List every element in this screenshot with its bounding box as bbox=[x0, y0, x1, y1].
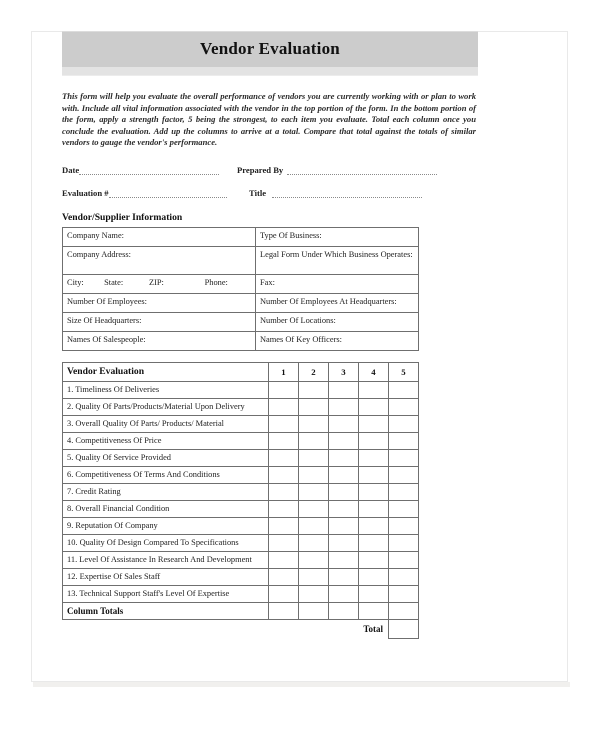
score-checkbox-2[interactable] bbox=[299, 466, 329, 483]
rating-column-header-3: 3 bbox=[329, 362, 359, 381]
table-row bbox=[63, 517, 419, 534]
score-checkbox-1[interactable] bbox=[269, 517, 299, 534]
cell-company-address[interactable]: Company Address: bbox=[63, 246, 256, 274]
title-field[interactable] bbox=[237, 188, 422, 198]
grand-total-input[interactable] bbox=[389, 619, 419, 638]
score-checkbox-4[interactable] bbox=[359, 517, 389, 534]
prepared-by-input-rule[interactable] bbox=[287, 166, 437, 175]
table-row bbox=[63, 449, 419, 466]
score-checkbox-2[interactable] bbox=[299, 381, 329, 398]
score-checkbox-3[interactable] bbox=[329, 585, 359, 602]
score-checkbox-4[interactable] bbox=[359, 398, 389, 415]
evaluation-item-label: 7. Credit Rating bbox=[63, 483, 269, 500]
table-row bbox=[63, 568, 419, 585]
score-checkbox-5[interactable] bbox=[389, 534, 419, 551]
column-total-input-5[interactable] bbox=[389, 602, 419, 619]
score-checkbox-3[interactable] bbox=[329, 500, 359, 517]
cell-employees-at-hq[interactable]: Number Of Employees At Headquarters: bbox=[256, 293, 419, 312]
evaluation-number-label: Evaluation # bbox=[62, 187, 109, 198]
score-checkbox-5[interactable] bbox=[389, 432, 419, 449]
score-checkbox-5[interactable] bbox=[389, 381, 419, 398]
score-checkbox-4[interactable] bbox=[359, 500, 389, 517]
score-checkbox-4[interactable] bbox=[359, 381, 389, 398]
score-checkbox-4[interactable] bbox=[359, 466, 389, 483]
header-fields-row-2 bbox=[62, 188, 478, 198]
table-row bbox=[63, 500, 419, 517]
rating-column-header-5: 5 bbox=[389, 362, 419, 381]
column-total-input-4[interactable] bbox=[359, 602, 389, 619]
score-checkbox-1[interactable] bbox=[269, 381, 299, 398]
score-checkbox-2[interactable] bbox=[299, 449, 329, 466]
score-checkbox-3[interactable] bbox=[329, 415, 359, 432]
score-checkbox-1[interactable] bbox=[269, 432, 299, 449]
score-checkbox-3[interactable] bbox=[329, 381, 359, 398]
score-checkbox-4[interactable] bbox=[359, 483, 389, 500]
score-checkbox-1[interactable] bbox=[269, 534, 299, 551]
date-label: Date bbox=[62, 164, 80, 175]
intro-paragraph: This form will help you evaluate the overall performance of vendors you are currently working with or plan to work with. Include all vital information associated with the vendor in the top portion of the form. In the bottom portion of the form, apply a strength factor, 5 being the strongest, to each item you evaluate. Total each column once you conclude the evaluation. Add up the columns to arrive at a total. Compare that total against the totals of similar vendors to gauge the vendor's performance. bbox=[62, 91, 476, 148]
score-checkbox-2[interactable] bbox=[299, 432, 329, 449]
score-checkbox-4[interactable] bbox=[359, 449, 389, 466]
score-checkbox-3[interactable] bbox=[329, 534, 359, 551]
cell-city-label: City: bbox=[67, 277, 84, 287]
score-checkbox-3[interactable] bbox=[329, 517, 359, 534]
grand-total-label: Total bbox=[363, 624, 383, 635]
score-checkbox-1[interactable] bbox=[269, 551, 299, 568]
column-totals-label: Column Totals bbox=[63, 602, 269, 619]
cell-zip-label: ZIP: bbox=[148, 277, 164, 287]
table-row bbox=[63, 246, 419, 274]
score-checkbox-5[interactable] bbox=[389, 551, 419, 568]
rating-column-header-4: 4 bbox=[359, 362, 389, 381]
score-checkbox-3[interactable] bbox=[329, 483, 359, 500]
column-total-input-1[interactable] bbox=[269, 602, 299, 619]
score-checkbox-4[interactable] bbox=[359, 432, 389, 449]
title-label: Title bbox=[249, 187, 267, 198]
score-checkbox-4[interactable] bbox=[359, 551, 389, 568]
evaluation-item-label: 12. Expertise Of Sales Staff bbox=[63, 568, 269, 585]
score-checkbox-1[interactable] bbox=[269, 483, 299, 500]
evaluation-item-label: 5. Quality Of Service Provided bbox=[63, 449, 269, 466]
score-checkbox-5[interactable] bbox=[389, 466, 419, 483]
cell-legal-form[interactable]: Legal Form Under Which Business Operates: bbox=[256, 246, 419, 274]
evaluation-item-label: 11. Level Of Assistance In Research And Development bbox=[63, 551, 269, 568]
table-row bbox=[63, 293, 419, 312]
score-checkbox-1[interactable] bbox=[269, 449, 299, 466]
table-row bbox=[63, 331, 419, 350]
score-checkbox-1[interactable] bbox=[269, 585, 299, 602]
rating-column-header-1: 1 bbox=[269, 362, 299, 381]
score-checkbox-5[interactable] bbox=[389, 568, 419, 585]
title-underband bbox=[62, 67, 478, 76]
score-checkbox-2[interactable] bbox=[299, 483, 329, 500]
cell-names-of-key-officers[interactable]: Names Of Key Officers: bbox=[256, 331, 419, 350]
table-row bbox=[63, 432, 419, 449]
cell-names-of-salespeople[interactable]: Names Of Salespeople: bbox=[63, 331, 256, 350]
score-checkbox-4[interactable] bbox=[359, 534, 389, 551]
score-checkbox-5[interactable] bbox=[389, 483, 419, 500]
cell-size-of-hq[interactable]: Size Of Headquarters: bbox=[63, 312, 256, 331]
evaluation-number-input-rule[interactable] bbox=[109, 189, 227, 198]
page-title: Vendor Evaluation bbox=[200, 39, 340, 58]
score-checkbox-5[interactable] bbox=[389, 449, 419, 466]
score-checkbox-2[interactable] bbox=[299, 551, 329, 568]
vendor-info-table bbox=[62, 227, 419, 351]
table-row bbox=[63, 398, 419, 415]
score-checkbox-3[interactable] bbox=[329, 398, 359, 415]
table-row bbox=[63, 227, 419, 246]
score-checkbox-1[interactable] bbox=[269, 415, 299, 432]
cell-state-label: State: bbox=[104, 277, 124, 287]
score-checkbox-5[interactable] bbox=[389, 398, 419, 415]
evaluation-table-header-row bbox=[63, 362, 419, 381]
score-checkbox-2[interactable] bbox=[299, 415, 329, 432]
table-row bbox=[63, 381, 419, 398]
cell-address-line[interactable] bbox=[63, 274, 256, 293]
score-checkbox-1[interactable] bbox=[269, 398, 299, 415]
score-checkbox-5[interactable] bbox=[389, 585, 419, 602]
score-checkbox-5[interactable] bbox=[389, 415, 419, 432]
vendor-info-heading: Vendor/Supplier Information bbox=[62, 211, 183, 223]
document-content bbox=[62, 31, 478, 639]
score-checkbox-3[interactable] bbox=[329, 568, 359, 585]
evaluation-item-label: 6. Competitiveness Of Terms And Conditions bbox=[63, 466, 269, 483]
evaluation-item-label: 13. Technical Support Staff's Level Of Expertise bbox=[63, 585, 269, 602]
page-bottom-shadow bbox=[33, 682, 570, 687]
document-title-banner bbox=[62, 31, 478, 67]
table-row bbox=[63, 312, 419, 331]
score-checkbox-2[interactable] bbox=[299, 500, 329, 517]
evaluation-item-label: 9. Reputation Of Company bbox=[63, 517, 269, 534]
evaluation-item-label: 2. Quality Of Parts/Products/Material Upon Delivery bbox=[63, 398, 269, 415]
column-totals-row bbox=[63, 602, 419, 619]
column-total-input-3[interactable] bbox=[329, 602, 359, 619]
prepared-by-field[interactable] bbox=[237, 165, 437, 175]
cell-company-name[interactable]: Company Name: bbox=[63, 227, 256, 246]
evaluation-item-label: 3. Overall Quality Of Parts/ Products/ Material bbox=[63, 415, 269, 432]
score-checkbox-4[interactable] bbox=[359, 415, 389, 432]
table-row bbox=[63, 415, 419, 432]
header-fields bbox=[62, 165, 478, 198]
cell-number-of-employees[interactable]: Number Of Employees: bbox=[63, 293, 256, 312]
evaluation-item-label: 1. Timeliness Of Deliveries bbox=[63, 381, 269, 398]
table-row bbox=[63, 534, 419, 551]
cell-type-of-business[interactable]: Type Of Business: bbox=[256, 227, 419, 246]
date-input-rule[interactable] bbox=[79, 166, 219, 175]
score-checkbox-2[interactable] bbox=[299, 568, 329, 585]
evaluation-number-field[interactable] bbox=[62, 188, 237, 198]
prepared-by-label: Prepared By bbox=[237, 164, 284, 175]
score-checkbox-2[interactable] bbox=[299, 534, 329, 551]
evaluation-item-label: 8. Overall Financial Condition bbox=[63, 500, 269, 517]
grand-total-row bbox=[63, 619, 419, 638]
table-row bbox=[63, 483, 419, 500]
score-checkbox-5[interactable] bbox=[389, 500, 419, 517]
score-checkbox-4[interactable] bbox=[359, 585, 389, 602]
score-checkbox-4[interactable] bbox=[359, 568, 389, 585]
score-checkbox-2[interactable] bbox=[299, 398, 329, 415]
rating-column-header-2: 2 bbox=[299, 362, 329, 381]
title-input-rule[interactable] bbox=[272, 189, 422, 198]
score-checkbox-3[interactable] bbox=[329, 432, 359, 449]
score-checkbox-3[interactable] bbox=[329, 449, 359, 466]
score-checkbox-2[interactable] bbox=[299, 585, 329, 602]
score-checkbox-1[interactable] bbox=[269, 568, 299, 585]
evaluation-item-label: 4. Competitiveness Of Price bbox=[63, 432, 269, 449]
table-row bbox=[63, 466, 419, 483]
score-checkbox-2[interactable] bbox=[299, 517, 329, 534]
column-total-input-2[interactable] bbox=[299, 602, 329, 619]
cell-phone-label: Phone: bbox=[204, 277, 228, 287]
header-fields-row-1 bbox=[62, 165, 478, 175]
score-checkbox-3[interactable] bbox=[329, 466, 359, 483]
score-checkbox-1[interactable] bbox=[269, 500, 299, 517]
date-field[interactable] bbox=[62, 165, 237, 175]
table-row bbox=[63, 585, 419, 602]
evaluation-table bbox=[62, 362, 419, 639]
evaluation-item-label: 10. Quality Of Design Compared To Specifications bbox=[63, 534, 269, 551]
score-checkbox-5[interactable] bbox=[389, 517, 419, 534]
table-row bbox=[63, 551, 419, 568]
table-row bbox=[63, 274, 419, 293]
cell-fax[interactable]: Fax: bbox=[256, 274, 419, 293]
score-checkbox-1[interactable] bbox=[269, 466, 299, 483]
evaluation-heading: Vendor Evaluation bbox=[63, 362, 269, 381]
cell-number-of-locations[interactable]: Number Of Locations: bbox=[256, 312, 419, 331]
score-checkbox-3[interactable] bbox=[329, 551, 359, 568]
